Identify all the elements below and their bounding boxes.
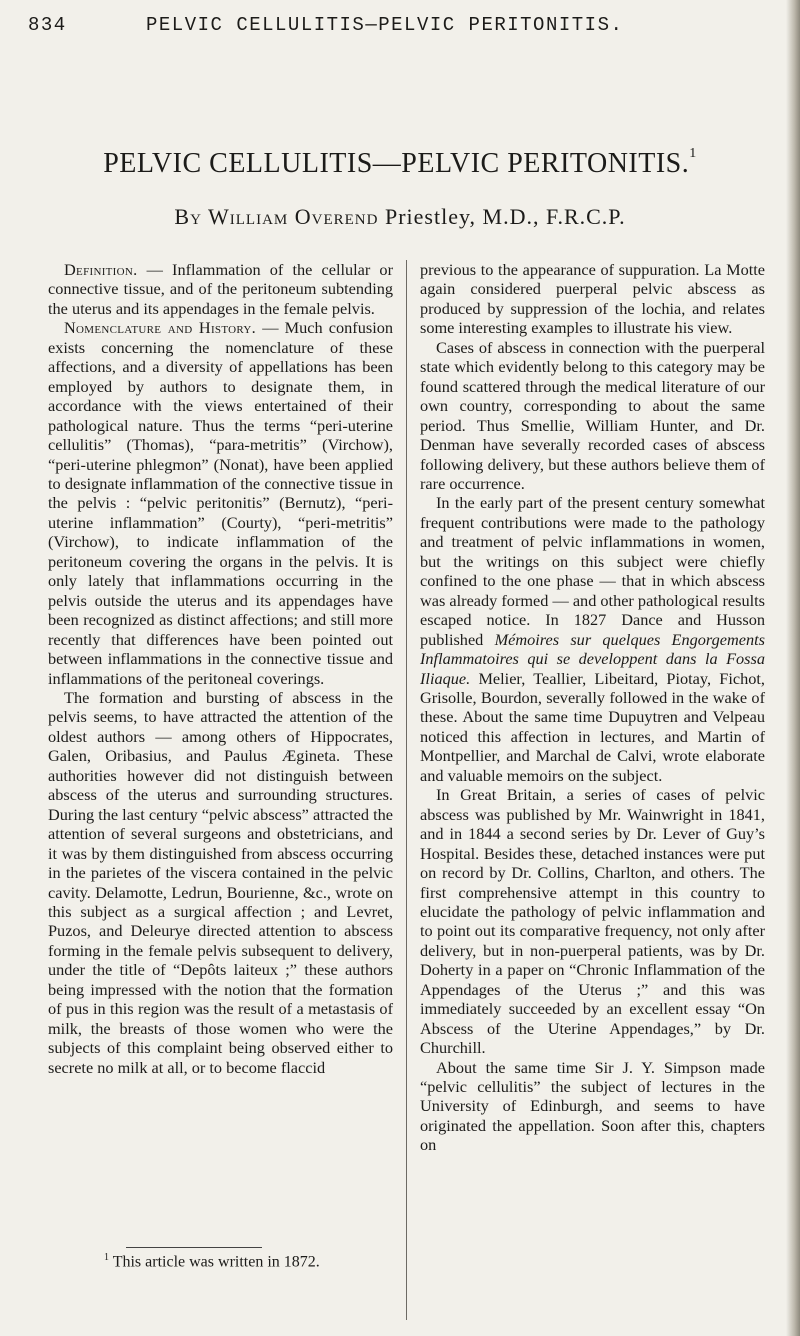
page-header (28, 14, 760, 38)
definition-paragraph (48, 260, 393, 318)
abscess-history-paragraph: The formation and bursting of abscess in the pelvis seems, to have attracted the attention of the oldest authors — among others of Hippocrates, Galen, Oribasius, and Paulus Ægineta. These authorities however did not distinguish between abscess of the uterus and surrounding structures. During the last century “pelvic abscess” attracted the attention of several surgeons and obstetricians, and it was by them distinguished from abscess occurring in the parietes of the viscera contained in the pelvic cavity. Delamotte, Ledrun, Bourienne, &c., wrote on this subject as a surgical affection ; and Levret, Puzos, and Deleurye directed attention to abscess forming in the female pelvis subsequent to delivery, under the title of “Depôts laiteux ;” these authors being impressed with the notion that the formation of pus in this region was the result of a metastasis of milk, the breasts of those women who were the subjects of this complaint being observed either to secrete no milk at all, or to become flaccid (48, 687, 393, 1077)
running-head: PELVIC CELLULITIS—PELVIC PERITONITIS. (146, 14, 624, 36)
author-name: William Overend (208, 204, 379, 229)
definition-heading: Definition. (64, 260, 138, 279)
simpson-paragraph: About the same time Sir J. Y. Simpson made “pelvic cellulitis” the subject of lectures in the University of Edinburgh, and seems to have originated the appellation. Soon after this, chapters on (420, 1057, 765, 1155)
great-britain-paragraph: In Great Britain, a series of cases of pelvic abscess was published by Mr. Wainwright in 1841, and in 1844 a second series by Dr. Lever of Guy’s Hospital. Besides these, detached instances were put on record by Dr. Collins, Charlton, and others. The first comprehensive attempt in this country to elucidate the pathology of pelvic inflammation and to point out its comparative frequency, not only after delivery, but in non-puerperal patients, was by Dr. Doherty in a paper on “Chronic Inflammation of the Appendages of the Uterus ;” and this was immediately succeeded by an excellent essay “On Abscess of the Uterine Appendages,” by Dr. Churchill. (420, 785, 765, 1058)
page-number: 834 (28, 14, 67, 36)
footnote (104, 1252, 320, 1271)
byline-prefix: By (174, 204, 208, 229)
footnote-mark: 1 (104, 1252, 109, 1263)
title-footnote-mark: 1 (689, 146, 697, 161)
author-credentials: Priestley, M.D., F.R.C.P. (378, 204, 626, 229)
footnote-text: This article was written in 1872. (109, 1253, 320, 1271)
article-title-text: PELVIC CELLULITIS—PELVIC PERITONITIS. (103, 148, 690, 179)
definition-text: — Inflammation of the cellular or connective tissue, and of the peritoneum subtending the uterus and its appendages in the female pelvis. (48, 260, 393, 318)
early-century-paragraph (420, 493, 765, 785)
footnote-rule (126, 1247, 262, 1248)
early-century-text: In the early part of the present century somewhat frequent contributions were made to the pathology and treatment of pelvic inflammations in women, but the writings on this subject were chiefly confined to the one phase — that in which abscess was already formed — and other pathological results escaped notice. In 1827 Dance and Husson published (420, 493, 765, 649)
continued-paragraph: previous to the appearance of suppuration. La Motte again considered puerperal pelvic abscess as produced by suppression of the lochia, and relates some interesting examples to illustrate his view. (420, 260, 765, 338)
page-edge-shadow (786, 0, 800, 1336)
column-divider (406, 260, 407, 1320)
early-century-text-cont: Melier, Teallier, Libeitard, Piotay, Fichot, Grisolle, Bourdon, severally followed in the wake of these. About the same time Dupuytren and Velpeau noticed this affection in lectures, and Martin of Montpellier, and Marchal de Calvi, wrote elaborate and valuable memoirs on the subject. (420, 668, 765, 785)
nomenclature-heading: Nomenclature and History. (64, 318, 257, 338)
nomenclature-paragraph (48, 318, 393, 688)
left-column (48, 260, 393, 1077)
article-title (0, 148, 800, 180)
right-column (420, 260, 765, 1155)
nomenclature-text: — Much confusion exists concerning the nomenclature of these affections, and a diversity of appellations has been employed by authors to designate them, in accordance with the views entertained of their pathological nature. Thus the terms “peri-uterine cellulitis” (Thomas), “para-metritis” (Virchow), “peri-uterine phlegmon” (Nonat), have been applied to designate inflammation of the connective tissue in the pelvis : “pelvic peritonitis” (Bernutz), “peri-uterine inflammation” (Courty), “peri-metritis” (Virchow), to indicate inflammation of the peritoneum covering the organs in the pelvis. It is only lately that inflammations occurring in the pelvis outside the uterus and its appendages have been recognized as distinct affections; and still more recently that differences have been pointed out between inflammations in the connective tissue and inflammations of the peritoneal coverings. (48, 318, 393, 688)
memoir-title: Mémoires sur quelques Engorgements Inflammatoires qui se developpent dans la Fossa Iliaque. (420, 629, 765, 688)
byline (0, 204, 800, 230)
puerperal-paragraph: Cases of abscess in connection with the puerperal state which evidently belong to this category may be found scattered through the medical literature of our own country, corresponding to about the same period. Thus Smellie, William Hunter, and Dr. Denman have severally recorded cases of abscess following delivery, but these authors believe them of rare occurrence. (420, 337, 765, 493)
